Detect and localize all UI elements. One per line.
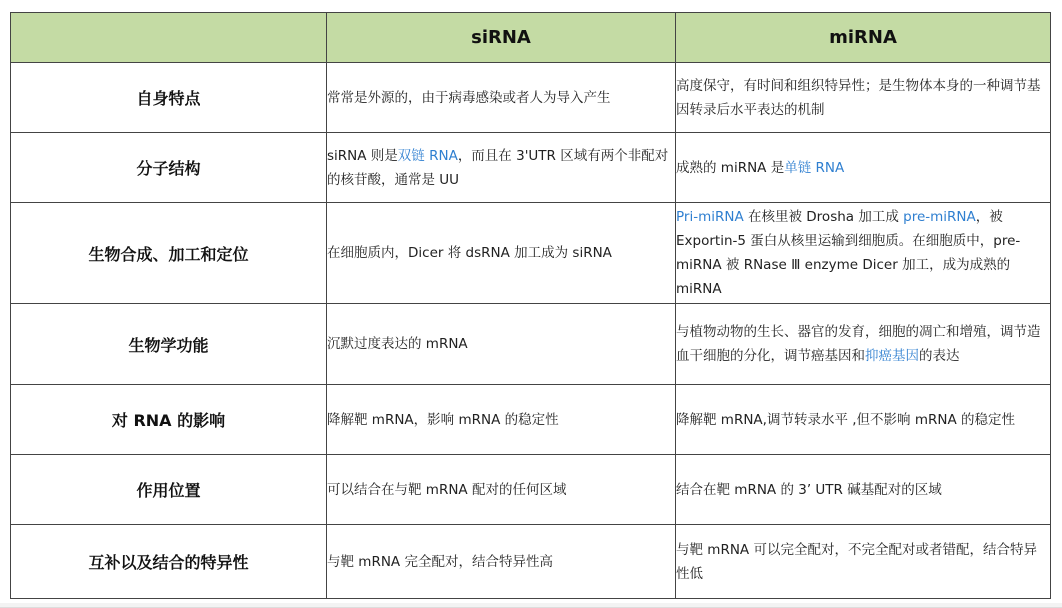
cell-text: 降解靶 mRNA,调节转录水平 ,但不影响 mRNA 的稳定性 [676, 411, 1015, 428]
table-row [11, 455, 1051, 525]
mirna-cell [676, 133, 1051, 203]
header-mirna: miRNA [676, 13, 1051, 63]
sirna-cell [327, 525, 676, 599]
cell-text: 降解靶 mRNA，影响 mRNA 的稳定性 [327, 411, 559, 428]
table-body [11, 63, 1051, 599]
table-row [11, 385, 1051, 455]
cell-text: 结合在靶 mRNA 的 3’ UTR 碱基配对的区域 [676, 481, 942, 498]
table-row [11, 525, 1051, 599]
header-row [11, 13, 1051, 63]
cell-text: 可以结合在与靶 mRNA 配对的任何区域 [327, 481, 567, 498]
cell-text: 的表达 [919, 348, 960, 364]
highlighted-term: 双链 RNA [397, 147, 458, 164]
header-corner-cell [11, 13, 327, 63]
horizontal-scrollbar[interactable] [0, 603, 1062, 608]
table-row [11, 203, 1051, 304]
cell-text: ，被 Exportin-5 蛋白从核里运输到细胞质。在细胞质中，pre-miRNA 被 RNase Ⅲ enzyme Dicer 加工，成为成熟的 miRNA [676, 209, 1021, 297]
header-sirna: siRNA [327, 13, 676, 63]
table-row [11, 304, 1051, 385]
cell-text: 在细胞质内，Dicer 将 dsRNA 加工成为 siRNA [327, 245, 612, 261]
cell-text: 在核里被 Drosha 加工成 [743, 209, 904, 225]
table-row [11, 133, 1051, 203]
cell-text: 沉默过度表达的 mRNA [327, 336, 468, 352]
highlighted-term: pre-miRNA [903, 209, 976, 225]
highlighted-term: Pri-miRNA [676, 209, 744, 225]
row-label: 生物合成、加工和定位 [11, 203, 327, 304]
highlighted-term: 单链 RNA [784, 159, 845, 176]
comparison-table [10, 12, 1051, 599]
table-row [11, 63, 1051, 133]
cell-text: 与靶 mRNA 完全配对，结合特异性高 [327, 553, 553, 570]
row-label: 自身特点 [11, 63, 327, 133]
row-label: 互补以及结合的特异性 [11, 525, 327, 599]
mirna-cell [676, 63, 1051, 133]
row-label: 分子结构 [11, 133, 327, 203]
cell-text: 与靶 mRNA 可以完全配对，不完全配对或者错配，结合特异性低 [676, 541, 1037, 582]
mirna-cell [676, 203, 1051, 304]
sirna-cell [327, 304, 676, 385]
cell-text: 成熟的 miRNA 是 [676, 159, 785, 176]
cell-text: 高度保守，有时间和组织特异性；是生物体本身的一种调节基因转录后水平表达的机制 [676, 77, 1041, 118]
mirna-cell [676, 385, 1051, 455]
sirna-cell [327, 133, 676, 203]
cell-text: ，而且在 3'UTR 区域有两个非配对的核苷酸，通常是 UU [327, 147, 669, 188]
cell-text: 常常是外源的，由于病毒感染或者人为导入产生 [327, 89, 611, 106]
cell-text: 与植物动物的生长、器官的发育，细胞的凋亡和增殖，调节造血干细胞的分化，调节癌基因和 [676, 324, 1041, 364]
sirna-cell [327, 203, 676, 304]
highlighted-term: 抑癌基因 [865, 348, 919, 364]
sirna-cell [327, 385, 676, 455]
mirna-cell [676, 455, 1051, 525]
row-label: 对 RNA 的影响 [11, 385, 327, 455]
mirna-cell [676, 304, 1051, 385]
cell-text: siRNA 则是 [327, 147, 398, 164]
sirna-cell [327, 63, 676, 133]
sirna-cell [327, 455, 676, 525]
mirna-cell [676, 525, 1051, 599]
row-label: 作用位置 [11, 455, 327, 525]
row-label: 生物学功能 [11, 304, 327, 385]
